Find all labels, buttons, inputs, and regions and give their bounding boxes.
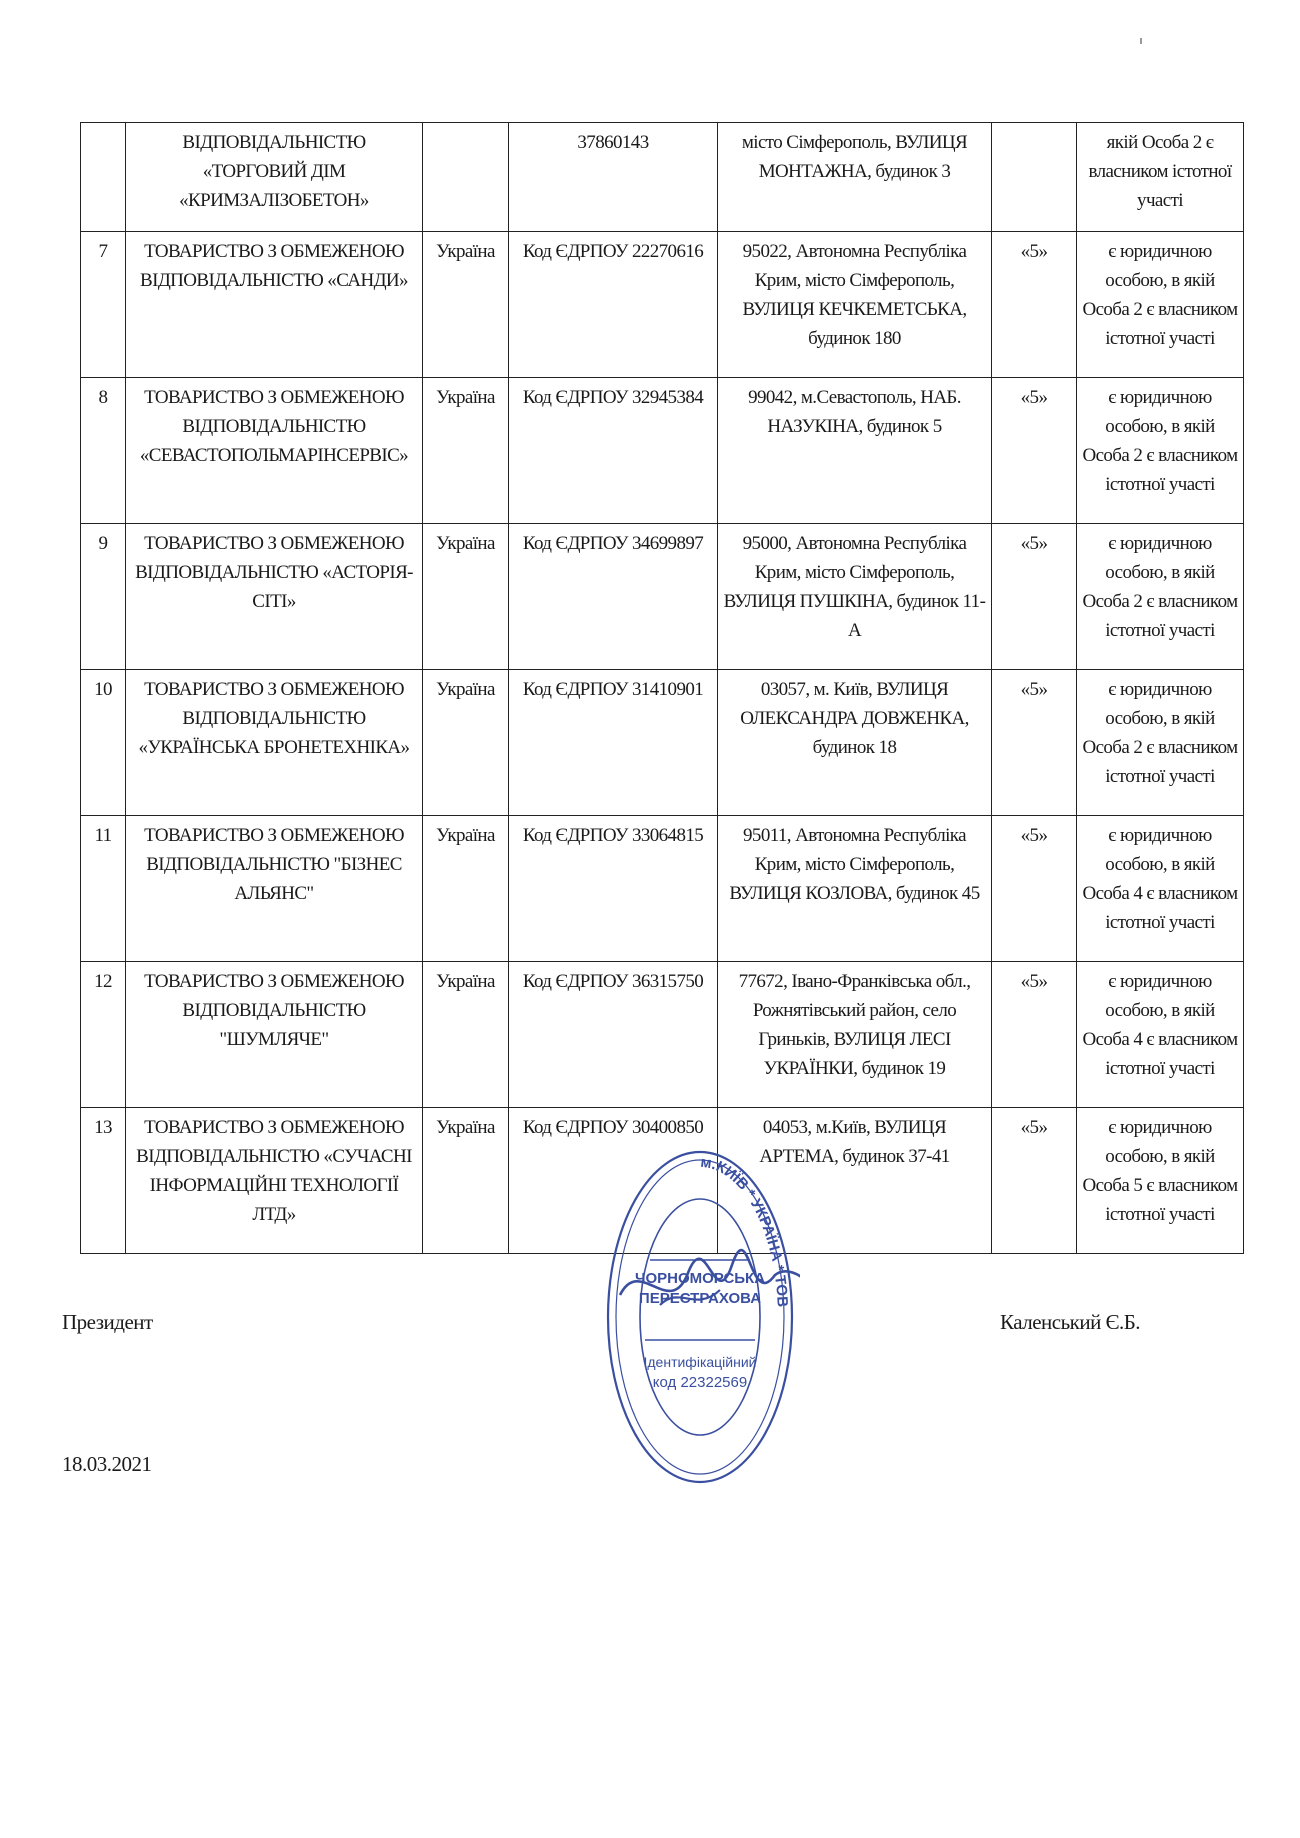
svg-text:ЧОРНОМОРСЬКА: ЧОРНОМОРСЬКА bbox=[634, 1270, 766, 1287]
address: 77672, Івано-Франківська обл., Рожнятівський район, село Гриньків, ВУЛИЦЯ ЛЕСІ УКРАЇНКИ, будинок 19 bbox=[718, 962, 992, 1108]
relation-description: є юридичною особою, в якій Особа 4 є власником істотної участі bbox=[1077, 962, 1244, 1108]
relation-description: є юридичною особою, в якій Особа 2 є власником істотної участі bbox=[1077, 524, 1244, 670]
share-value bbox=[992, 123, 1077, 232]
country: Україна bbox=[423, 670, 509, 816]
company-name: ТОВАРИСТВО З ОБМЕЖЕНОЮ ВІДПОВІДАЛЬНІСТЮ «АСТОРІЯ-СІТІ» bbox=[126, 524, 423, 670]
company-name: ТОВАРИСТВО З ОБМЕЖЕНОЮ ВІДПОВІДАЛЬНІСТЮ «СЕВАСТОПОЛЬМАРІНСЕРВІС» bbox=[126, 378, 423, 524]
address: 95000, Автономна Республіка Крим, місто Сімферополь, ВУЛИЦЯ ПУШКІНА, будинок 11-А bbox=[718, 524, 992, 670]
company-name: ТОВАРИСТВО З ОБМЕЖЕНОЮ ВІДПОВІДАЛЬНІСТЮ «СУЧАСНІ ІНФОРМАЦІЙНІ ТЕХНОЛОГІЇ ЛТД» bbox=[126, 1108, 423, 1254]
signer-name: Каленський Є.Б. bbox=[1000, 1310, 1141, 1334]
relation-description: є юридичною особою, в якій Особа 2 є власником істотної участі bbox=[1077, 232, 1244, 378]
edrpou-code: 37860143 bbox=[509, 123, 718, 232]
row-number: 9 bbox=[81, 524, 126, 670]
relation-description: є юридичною особою, в якій Особа 2 є власником істотної участі bbox=[1077, 378, 1244, 524]
table-row bbox=[81, 670, 1244, 816]
edrpou-code: Код ЄДРПОУ 22270616 bbox=[509, 232, 718, 378]
table-row bbox=[81, 816, 1244, 962]
country: Україна bbox=[423, 232, 509, 378]
company-name: ТОВАРИСТВО З ОБМЕЖЕНОЮ ВІДПОВІДАЛЬНІСТЮ «САНДИ» bbox=[126, 232, 423, 378]
table-row bbox=[81, 378, 1244, 524]
scan-mark bbox=[1140, 38, 1142, 44]
row-number bbox=[81, 123, 126, 232]
row-number: 7 bbox=[81, 232, 126, 378]
signer-position: Президент bbox=[62, 1310, 153, 1334]
share-value: «5» bbox=[992, 670, 1077, 816]
edrpou-code: Код ЄДРПОУ 30400850 bbox=[509, 1108, 718, 1254]
share-value: «5» bbox=[992, 1108, 1077, 1254]
company-name: ТОВАРИСТВО З ОБМЕЖЕНОЮ ВІДПОВІДАЛЬНІСТЮ "БІЗНЕС АЛЬЯНС" bbox=[126, 816, 423, 962]
table-row bbox=[81, 524, 1244, 670]
relation-description: є юридичною особою, в якій Особа 5 є власником істотної участі bbox=[1077, 1108, 1244, 1254]
table-row bbox=[81, 232, 1244, 378]
company-name: ТОВАРИСТВО З ОБМЕЖЕНОЮ ВІДПОВІДАЛЬНІСТЮ "ШУМЛЯЧЕ" bbox=[126, 962, 423, 1108]
relation-description: є юридичною особою, в якій Особа 4 є власником істотної участі bbox=[1077, 816, 1244, 962]
share-value: «5» bbox=[992, 378, 1077, 524]
row-number: 12 bbox=[81, 962, 126, 1108]
svg-text:ПЕРЕСТРАХОВА: ПЕРЕСТРАХОВА bbox=[638, 1290, 762, 1307]
company-name: ВІДПОВІДАЛЬНІСТЮ «ТОРГОВИЙ ДІМ «КРИМЗАЛІЗОБЕТОН» bbox=[126, 123, 423, 232]
row-number: 10 bbox=[81, 670, 126, 816]
table-row bbox=[81, 962, 1244, 1108]
country bbox=[423, 123, 509, 232]
document-date: 18.03.2021 bbox=[62, 1452, 152, 1476]
row-number: 13 bbox=[81, 1108, 126, 1254]
edrpou-code: Код ЄДРПОУ 33064815 bbox=[509, 816, 718, 962]
country: Україна bbox=[423, 816, 509, 962]
address: 03057, м. Київ, ВУЛИЦЯ ОЛЕКСАНДРА ДОВЖЕНКА, будинок 18 bbox=[718, 670, 992, 816]
address: 95022, Автономна Республіка Крим, місто Сімферополь, ВУЛИЦЯ КЕЧКЕМЕТСЬКА, будинок 180 bbox=[718, 232, 992, 378]
country: Україна bbox=[423, 1108, 509, 1254]
svg-text:код 22322569: код 22322569 bbox=[652, 1374, 748, 1391]
row-number: 8 bbox=[81, 378, 126, 524]
table-row bbox=[81, 123, 1244, 232]
share-value: «5» bbox=[992, 816, 1077, 962]
edrpou-code: Код ЄДРПОУ 36315750 bbox=[509, 962, 718, 1108]
edrpou-code: Код ЄДРПОУ 34699897 bbox=[509, 524, 718, 670]
edrpou-code: Код ЄДРПОУ 32945384 bbox=[509, 378, 718, 524]
country: Україна bbox=[423, 378, 509, 524]
relation-description: якій Особа 2 є власником істотної участі bbox=[1077, 123, 1244, 232]
company-name: ТОВАРИСТВО З ОБМЕЖЕНОЮ ВІДПОВІДАЛЬНІСТЮ «УКРАЇНСЬКА БРОНЕТЕХНІКА» bbox=[126, 670, 423, 816]
address: 95011, Автономна Республіка Крим, місто Сімферополь, ВУЛИЦЯ КОЗЛОВА, будинок 45 bbox=[718, 816, 992, 962]
row-number: 11 bbox=[81, 816, 126, 962]
share-value: «5» bbox=[992, 524, 1077, 670]
address: 04053, м.Київ, ВУЛИЦЯ АРТЕМА, будинок 37-41 bbox=[718, 1108, 992, 1254]
svg-text:Ідентифікаційний: Ідентифікаційний bbox=[643, 1354, 757, 1370]
relation-description: є юридичною особою, в якій Особа 2 є власником істотної участі bbox=[1077, 670, 1244, 816]
svg-text:м.КИЇВ * УКРАЇНА * ТОВ: м.КИЇВ * УКРАЇНА * ТОВ bbox=[699, 1153, 791, 1308]
edrpou-code: Код ЄДРПОУ 31410901 bbox=[509, 670, 718, 816]
address: місто Сімферополь, ВУЛИЦЯ МОНТАЖНА, будинок 3 bbox=[718, 123, 992, 232]
company-seal-stamp bbox=[600, 1145, 800, 1490]
share-value: «5» bbox=[992, 232, 1077, 378]
country: Україна bbox=[423, 524, 509, 670]
related-entities-table bbox=[80, 122, 1244, 1254]
country: Україна bbox=[423, 962, 509, 1108]
share-value: «5» bbox=[992, 962, 1077, 1108]
address: 99042, м.Севастополь, НАБ. НАЗУКІНА, будинок 5 bbox=[718, 378, 992, 524]
